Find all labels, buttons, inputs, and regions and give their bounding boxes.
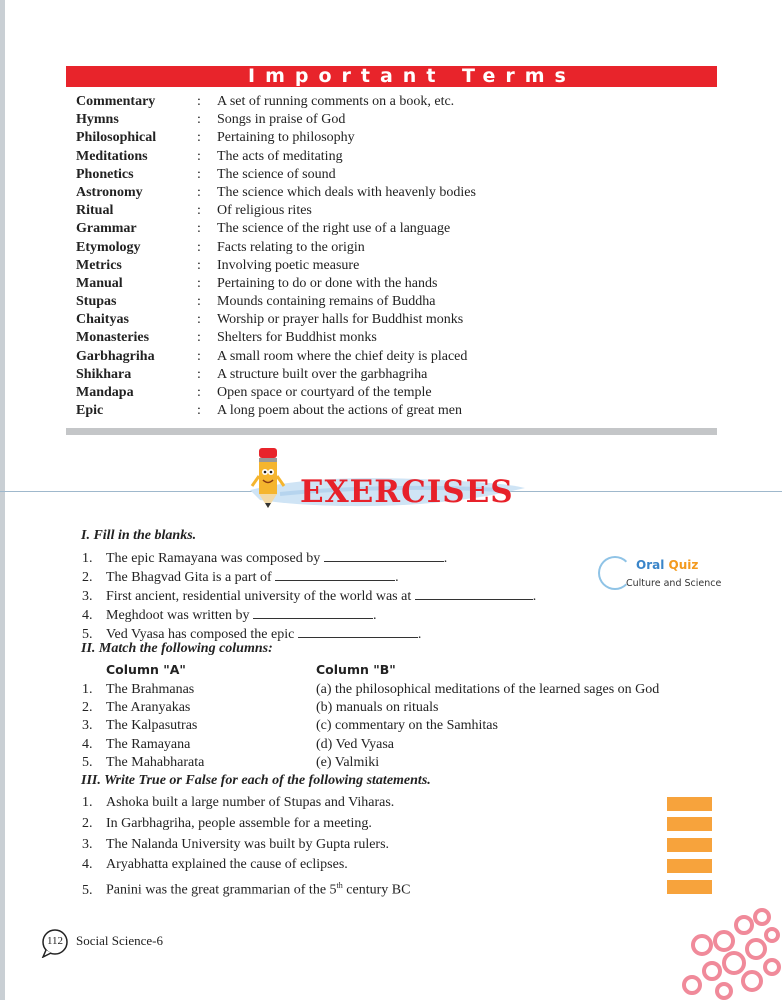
term-definition: Pertaining to do or done with the hands — [217, 275, 438, 291]
term-row — [76, 148, 716, 166]
statement-text-before: Panini was the great grammarian of the 5 — [106, 882, 337, 898]
answer-box-3[interactable] — [667, 838, 712, 852]
term-colon: : — [197, 294, 201, 310]
term-name: Metrics — [76, 257, 122, 273]
term-colon: : — [197, 148, 201, 164]
term-colon: : — [197, 203, 201, 219]
statement-text: In Garbhagriha, people assemble for a meeting. — [106, 815, 372, 831]
important-terms-header: Important Terms — [66, 66, 717, 87]
oral-quiz-subtitle: Culture and Science — [626, 578, 722, 589]
term-definition: The science of the right use of a language — [217, 221, 451, 237]
question-number: 4. — [82, 608, 93, 623]
question-end: . — [532, 589, 537, 604]
match-number: 3. — [82, 718, 93, 734]
term-colon: : — [197, 130, 201, 146]
term-row — [76, 329, 716, 347]
term-colon: : — [197, 239, 201, 255]
term-colon: : — [197, 330, 201, 346]
superscript-th: th — [336, 881, 343, 890]
term-definition: The science of sound — [217, 166, 336, 182]
term-name: Astronomy — [76, 184, 143, 200]
term-row — [76, 366, 716, 384]
term-colon: : — [197, 221, 201, 237]
term-definition: The acts of meditating — [217, 148, 343, 164]
term-row — [76, 129, 716, 147]
match-number: 2. — [82, 700, 93, 716]
term-row — [76, 348, 716, 366]
term-colon: : — [197, 184, 201, 200]
statement-number: 2. — [82, 815, 93, 831]
term-row — [76, 202, 716, 220]
column-b-header: Column "B" — [316, 662, 396, 677]
decorative-circles — [672, 905, 782, 1000]
term-colon: : — [197, 257, 201, 273]
question-number: 5. — [82, 627, 93, 642]
match-row-a — [82, 717, 197, 735]
term-definition: A small room where the chief deity is placed — [217, 348, 468, 364]
oral-label: Oral — [636, 558, 665, 572]
question-end: . — [395, 570, 399, 585]
terms-list — [76, 93, 716, 420]
statement-text-after: century BC — [342, 882, 411, 898]
statement-number: 4. — [82, 857, 93, 873]
answer-blank[interactable] — [253, 606, 373, 619]
term-colon: : — [197, 312, 201, 328]
column-b-item: (c) commentary on the Samhitas — [316, 718, 498, 734]
term-name: Stupas — [76, 294, 117, 310]
term-name: Meditations — [76, 148, 148, 164]
term-name: Phonetics — [76, 166, 134, 182]
answer-box-5[interactable] — [667, 880, 712, 894]
question-text: The epic Ramayana was composed by — [106, 551, 321, 566]
term-definition: The science which deals with heavenly bodies — [217, 184, 476, 200]
question-end: . — [417, 627, 422, 642]
term-colon: : — [197, 275, 201, 291]
column-b-item: (b) manuals on rituals — [316, 700, 439, 716]
match-row-a — [82, 754, 204, 772]
term-definition: Songs in praise of God — [217, 112, 346, 128]
answer-box-2[interactable] — [667, 817, 712, 831]
statement-number: 3. — [82, 836, 93, 852]
question-number: 3. — [82, 589, 93, 604]
book-title: Social Science-6 — [76, 933, 163, 948]
question-number: 2. — [82, 570, 93, 585]
section-2-heading: II. Match the following columns: — [81, 641, 273, 656]
term-definition: Open space or courtyard of the temple — [217, 385, 432, 400]
answer-box-4[interactable] — [667, 859, 712, 873]
match-number: 4. — [82, 736, 93, 752]
fill-blank-question — [82, 549, 447, 567]
statement-number: 1. — [82, 795, 93, 810]
term-name: Grammar — [76, 221, 137, 237]
term-colon: : — [197, 348, 201, 364]
statement-number: 5. — [82, 882, 93, 898]
question-text: Ved Vyasa has composed the epic — [106, 627, 295, 642]
term-definition: Worship or prayer halls for Buddhist monks — [217, 312, 464, 328]
term-row — [76, 257, 716, 275]
question-number: 1. — [82, 551, 93, 566]
statement-text: Aryabhatta explained the cause of eclipses. — [106, 857, 348, 873]
term-definition: Mounds containing remains of Buddha — [217, 294, 436, 310]
term-row — [76, 93, 716, 111]
column-a-item: The Mahabharata — [106, 754, 205, 770]
section-3-heading: III. Write True or False for each of the following statements. — [81, 773, 431, 788]
answer-blank[interactable] — [275, 568, 395, 581]
term-definition: A set of running comments on a book, etc. — [217, 94, 455, 109]
column-b-item: (d) Ved Vyasa — [316, 736, 395, 752]
pencil-mascot-icon — [250, 446, 286, 512]
term-row — [76, 402, 716, 420]
statement-1 — [82, 794, 394, 812]
column-a-item: The Brahmanas — [106, 682, 195, 697]
term-name: Chaityas — [76, 312, 129, 328]
answer-box-1[interactable] — [667, 797, 712, 811]
term-row — [76, 184, 716, 202]
match-row-a — [82, 681, 194, 699]
term-row — [76, 293, 716, 311]
term-colon: : — [197, 385, 201, 400]
term-name: Hymns — [76, 112, 119, 128]
statement-5 — [82, 877, 411, 898]
statement-text: Ashoka built a large number of Stupas and Viharas. — [106, 795, 395, 810]
column-a-item: The Aranyakas — [106, 700, 191, 716]
column-a-item: The Kalpasutras — [106, 718, 198, 734]
term-name: Mandapa — [76, 385, 134, 400]
term-name: Philosophical — [76, 130, 157, 146]
column-a-item: The Ramayana — [106, 736, 191, 752]
term-row — [76, 384, 716, 402]
question-text: Meghdoot was written by — [106, 608, 250, 623]
match-number: 5. — [82, 754, 93, 770]
term-definition: Facts relating to the origin — [217, 239, 365, 255]
question-end: . — [372, 608, 377, 623]
page-number: 112 — [46, 935, 64, 947]
fill-blank-question — [82, 568, 399, 586]
question-end: . — [443, 551, 448, 566]
term-row — [76, 239, 716, 257]
term-definition: Pertaining to philosophy — [217, 130, 355, 146]
match-row-a — [82, 699, 190, 717]
term-colon: : — [197, 94, 201, 109]
term-name: Manual — [76, 275, 123, 291]
quiz-label: Quiz — [668, 558, 699, 572]
term-colon: : — [197, 403, 201, 419]
fill-blank-question — [82, 587, 536, 605]
question-text: The Bhagvad Gita is a part of — [106, 570, 272, 585]
fill-blank-question — [82, 606, 376, 624]
term-row — [76, 275, 716, 293]
answer-blank[interactable] — [324, 549, 444, 562]
term-colon: : — [197, 366, 201, 382]
term-colon: : — [197, 112, 201, 128]
answer-blank[interactable] — [298, 625, 418, 638]
term-colon: : — [197, 166, 201, 182]
term-name: Etymology — [76, 239, 141, 255]
term-name: Epic — [76, 403, 104, 419]
answer-blank[interactable] — [415, 587, 533, 600]
term-name: Ritual — [76, 203, 114, 219]
term-definition: Involving poetic measure — [217, 257, 360, 273]
column-a-header: Column "A" — [106, 662, 186, 677]
term-name: Shikhara — [76, 366, 132, 382]
statement-4 — [82, 856, 348, 874]
terms-footer-bar — [66, 428, 717, 435]
term-definition: A structure built over the garbhagriha — [217, 366, 428, 382]
statement-3 — [82, 836, 389, 854]
left-edge-bar — [0, 0, 5, 1000]
term-name: Commentary — [76, 94, 156, 109]
term-row — [76, 311, 716, 329]
column-b-item: (a) the philosophical meditations of the learned sages on God — [316, 682, 660, 697]
term-definition: Shelters for Buddhist monks — [217, 330, 377, 346]
term-row — [76, 111, 716, 129]
section-1-heading: I. Fill in the blanks. — [81, 528, 197, 543]
term-definition: Of religious rites — [217, 203, 312, 219]
column-b-item: (e) Valmiki — [316, 754, 380, 770]
term-row — [76, 166, 716, 184]
statement-2 — [82, 815, 372, 833]
term-row — [76, 220, 716, 238]
exercises-title: EXERCISES — [300, 474, 514, 510]
match-number: 1. — [82, 682, 93, 697]
term-name: Monasteries — [76, 330, 150, 346]
match-row-a — [82, 736, 190, 754]
term-definition: A long poem about the actions of great men — [217, 403, 462, 419]
term-name: Garbhagriha — [76, 348, 155, 364]
question-text: First ancient, residential university of the world was at — [106, 589, 412, 604]
oral-quiz-badge — [598, 556, 722, 596]
statement-text: The Nalanda University was built by Gupta rulers. — [106, 836, 390, 852]
